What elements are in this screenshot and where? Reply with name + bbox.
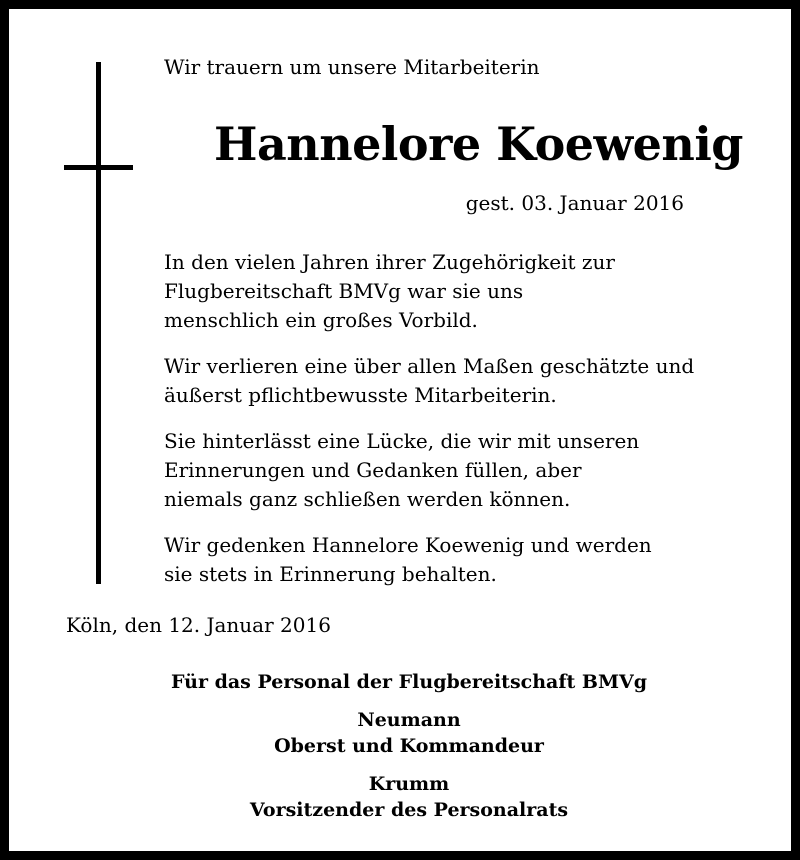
cross-icon-vertical [96, 62, 101, 584]
deceased-name: Hannelore Koewenig [214, 117, 743, 171]
signer-name: Krumm [368, 773, 450, 795]
death-date: gest. 03. Januar 2016 [465, 191, 684, 215]
intro-text: Wir trauern um unsere Mitarbeiterin [164, 55, 540, 79]
obituary-body [164, 248, 724, 606]
on-behalf-line: Für das Personal der Flugbereitschaft BMVg [170, 671, 648, 693]
paragraph: In den vielen Jahren ihrer Zugehörigkeit zur Flugbereitschaft BMVg war sie uns menschlich ein großes Vorbild. [164, 250, 615, 332]
signer-name: Neumann [357, 709, 461, 731]
place-date: Köln, den 12. Januar 2016 [66, 613, 331, 637]
paragraph: Wir gedenken Hannelore Koewenig und werden sie stets in Erinnerung behalten. [164, 533, 652, 586]
paragraph: Sie hinterlässt eine Lücke, die wir mit unseren Erinnerungen und Gedanken füllen, aber niemals ganz schließen werden können. [164, 429, 640, 511]
signer-title: Oberst und Kommandeur [274, 735, 544, 757]
signer-title: Vorsitzender des Personalrats [249, 799, 569, 821]
signature-section [9, 669, 800, 835]
signer-block [9, 707, 800, 759]
paragraph: Wir verlieren eine über allen Maßen geschätzte und äußerst pflichtbewusste Mitarbeiterin. [164, 354, 695, 407]
signer-block [9, 771, 800, 823]
cross-icon-horizontal [64, 165, 133, 170]
